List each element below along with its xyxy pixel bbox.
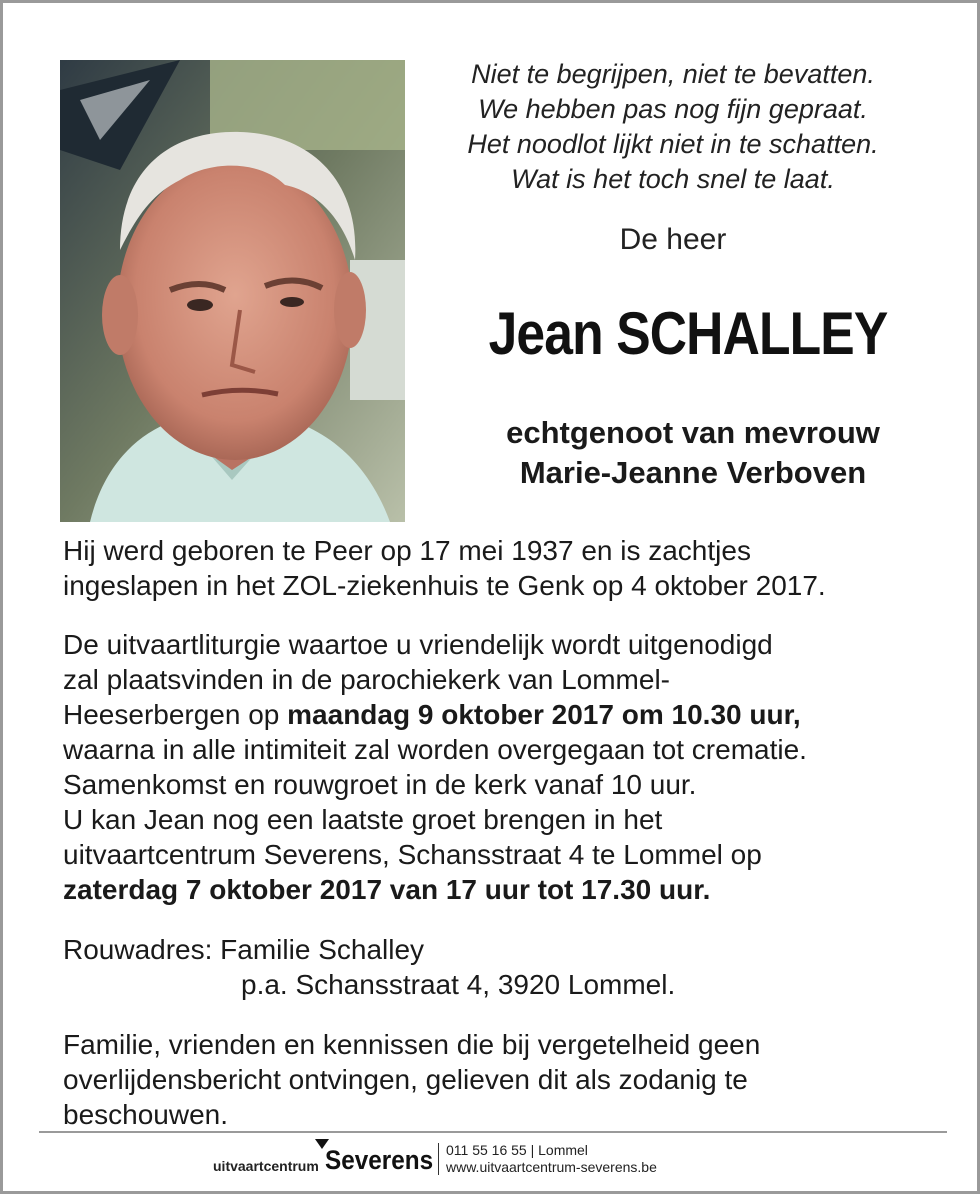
birth-paragraph xyxy=(63,533,943,603)
service-paragraph xyxy=(63,627,943,907)
text-line: p.a. Schansstraat 4, 3920 Lommel. xyxy=(241,969,676,1000)
poem-line: Het noodlot lijkt niet in te schatten. xyxy=(467,129,879,159)
text-line: waarna in alle intimiteit zal worden overgegaan tot crematie. xyxy=(63,734,807,765)
poem-line: Niet te begrijpen, niet te bevatten. xyxy=(471,59,875,89)
text-line: beschouwen. xyxy=(63,1099,229,1130)
text-line: zal plaatsvinden in de parochiekerk van Lommel- xyxy=(63,664,670,695)
text-line: Familie, vrienden en kennissen die bij vergetelheid geen xyxy=(63,1029,761,1060)
text-line xyxy=(63,872,943,907)
footer-phone: 011 55 16 55 | Lommel xyxy=(446,1142,588,1158)
footer-website[interactable]: www.uitvaartcentrum-severens.be xyxy=(446,1159,657,1175)
spouse-name: Marie-Jeanne Verboven xyxy=(519,455,867,490)
text-line: Samenkomst en rouwgroet in de kerk vanaf 10 uur. xyxy=(63,769,697,800)
portrait-photo xyxy=(60,60,405,522)
poem-line: We hebben pas nog fijn gepraat. xyxy=(478,94,868,124)
text-line: De uitvaartliturgie waartoe u vriendelijk wordt uitgenodigd xyxy=(63,629,773,660)
poem xyxy=(413,57,933,197)
footer-prefix: uitvaartcentrum xyxy=(213,1158,319,1174)
text-line: overlijdensbericht ontvingen, gelieven dit als zodanig te xyxy=(63,1064,748,1095)
honorific: De heer xyxy=(619,223,727,256)
portrait-image xyxy=(60,60,405,522)
service-datetime: maandag 9 oktober 2017 om 10.30 uur, xyxy=(287,699,801,730)
address-paragraph xyxy=(63,932,943,1002)
text-line: U kan Jean nog een laatste groet brengen in het xyxy=(63,804,663,835)
spouse-info xyxy=(413,413,973,493)
text-line: ingeslapen in het ZOL-ziekenhuis te Genk op 4 oktober 2017. xyxy=(63,570,826,601)
footer-separator xyxy=(438,1143,439,1175)
closing-paragraph xyxy=(63,1027,943,1132)
text-line: uitvaartcentrum Severens, Schansstraat 4 te Lommel op xyxy=(63,839,762,870)
spouse-line: echtgenoot van mevrouw xyxy=(506,415,880,450)
footer-brand: Severens xyxy=(325,1145,434,1175)
text-line: Hij werd geboren te Peer op 17 mei 1937 en is zachtjes xyxy=(63,535,751,566)
footer xyxy=(3,1137,980,1187)
text-line xyxy=(63,697,943,732)
text-line: Rouwadres: Familie Schalley xyxy=(63,934,425,965)
visitation-datetime: zaterdag 7 oktober 2017 van 17 uur tot 17.30 uur. xyxy=(63,874,711,905)
footer-divider xyxy=(39,1131,947,1133)
poem-line: Wat is het toch snel te laat. xyxy=(511,164,835,194)
text-span: Heeserbergen op xyxy=(63,699,288,730)
deceased-name: Jean SCHALLEY xyxy=(488,300,888,367)
